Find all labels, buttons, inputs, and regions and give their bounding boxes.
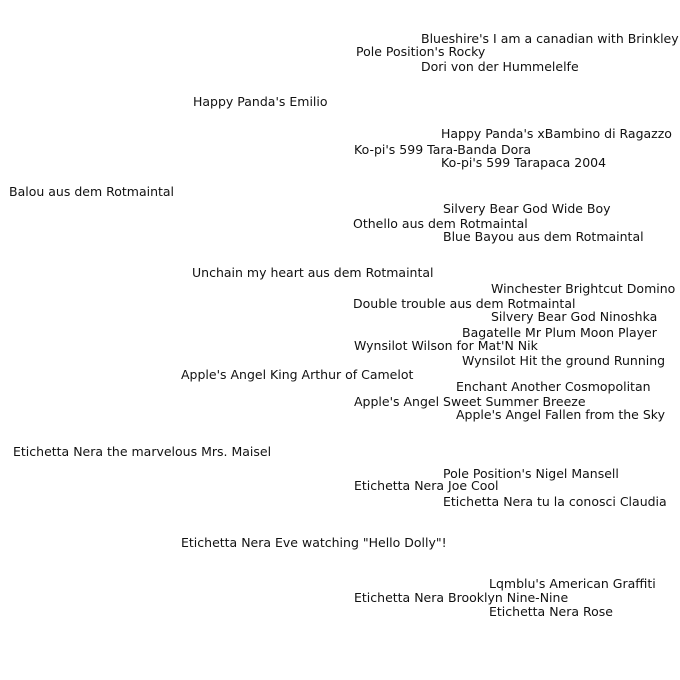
gen4-ddds: Lqmblu's American Graffiti bbox=[489, 576, 656, 591]
gen2-dam-sire: Apple's Angel King Arthur of Camelot bbox=[181, 367, 414, 382]
gen4-ssd: Dori von der Hummelelfe bbox=[421, 59, 579, 74]
gen4-ddsd: Etichetta Nera tu la conosci Claudia bbox=[443, 494, 667, 509]
gen4-ddd: Silvery Bear God Ninoshka bbox=[491, 309, 658, 324]
gen4-dsd: Blue Bayou aus dem Rotmaintal bbox=[443, 229, 644, 244]
gen3-ds-dam: Apple's Angel Sweet Summer Breeze bbox=[354, 394, 586, 409]
gen4-ddss: Pole Position's Nigel Mansell bbox=[443, 466, 619, 481]
gen4-dsdd: Apple's Angel Fallen from the Sky bbox=[456, 407, 665, 422]
gen2-sire-sire: Happy Panda's Emilio bbox=[193, 94, 328, 109]
gen4-sdd: Ko-pi's 599 Tarapaca 2004 bbox=[441, 155, 607, 170]
gen4-dss: Silvery Bear God Wide Boy bbox=[443, 201, 611, 216]
gen4-dsss: Bagatelle Mr Plum Moon Player bbox=[462, 325, 657, 340]
gen4-sss: Blueshire's I am a canadian with Brinkley bbox=[421, 31, 679, 46]
gen2-dam-dam: Etichetta Nera Eve watching "Hello Dolly"! bbox=[181, 535, 447, 550]
gen3-dd-sire: Etichetta Nera Joe Cool bbox=[354, 478, 499, 493]
gen3-sd-dam: Double trouble aus dem Rotmaintal bbox=[353, 296, 576, 311]
gen2-sire-dam: Unchain my heart aus dem Rotmaintal bbox=[192, 265, 434, 280]
gen4-dddd: Etichetta Nera Rose bbox=[489, 604, 613, 619]
gen4-dssd: Wynsilot Hit the ground Running bbox=[462, 353, 666, 368]
gen3-sd-sire: Othello aus dem Rotmaintal bbox=[353, 216, 528, 231]
gen3-ss-sire: Pole Position's Rocky bbox=[356, 44, 486, 59]
gen1-dam: Etichetta Nera the marvelous Mrs. Maisel bbox=[13, 444, 272, 459]
gen3-ss-dam: Ko-pi's 599 Tara-Banda Dora bbox=[354, 142, 532, 157]
gen3-ds-sire: Wynsilot Wilson for Mat'N Nik bbox=[354, 338, 538, 353]
gen4-dds: Winchester Brightcut Domino bbox=[491, 281, 676, 296]
gen4-dsds: Enchant Another Cosmopolitan bbox=[456, 379, 651, 394]
gen3-dd-dam: Etichetta Nera Brooklyn Nine-Nine bbox=[354, 590, 569, 605]
gen1-sire: Balou aus dem Rotmaintal bbox=[9, 184, 175, 199]
gen4-sds: Happy Panda's xBambino di Ragazzo bbox=[441, 126, 672, 141]
